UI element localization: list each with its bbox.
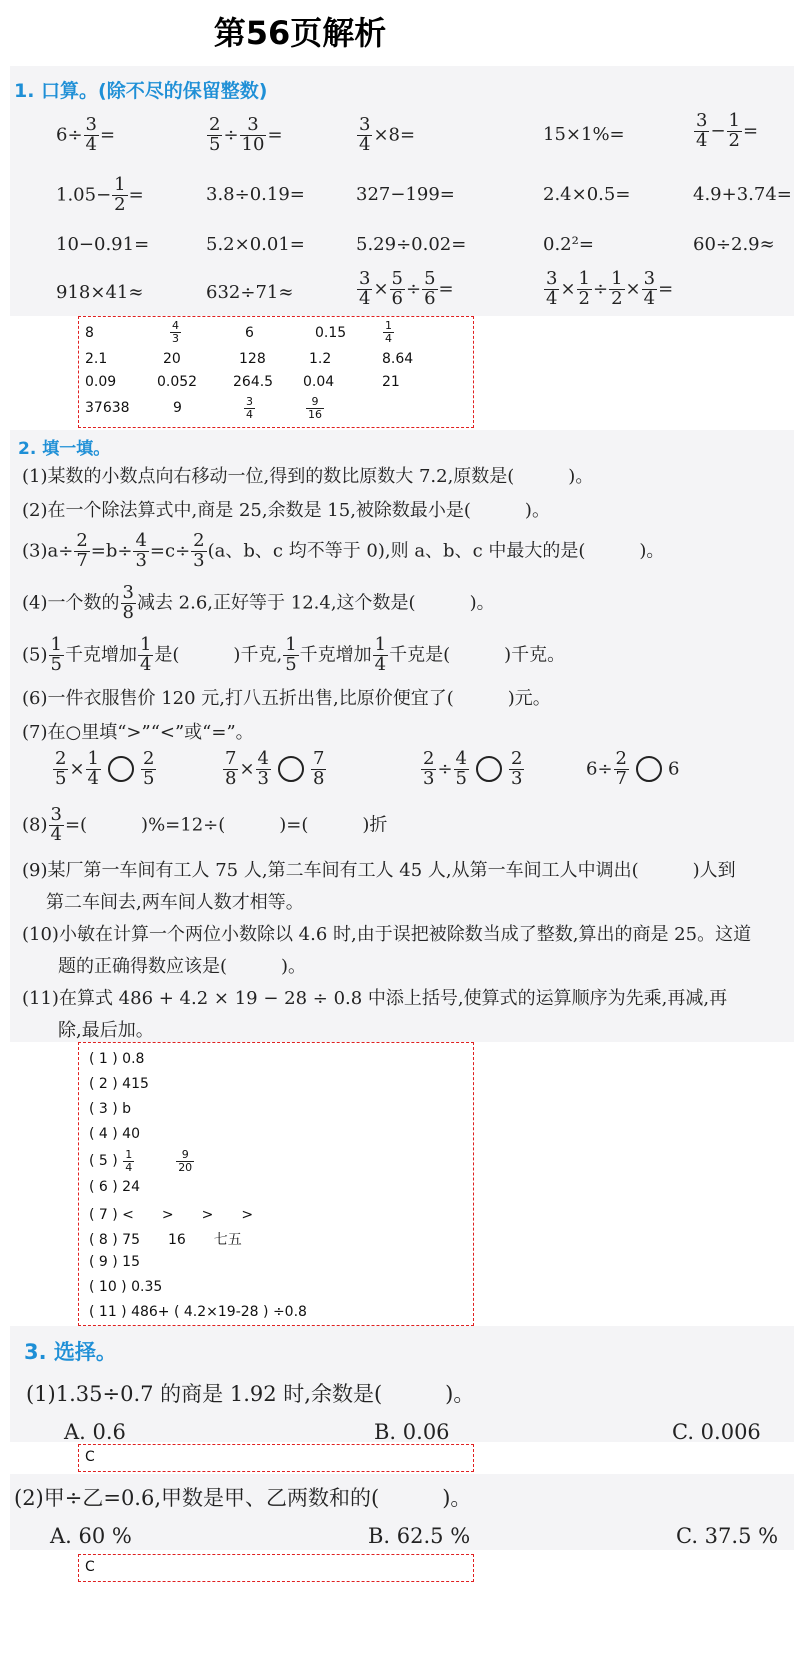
answer-11: ( 11 ) 486+ ( 4.2×19-28 ) ÷0.8 xyxy=(89,1304,307,1320)
answer-value: 21 xyxy=(382,374,400,390)
page-title: 第56页解析 xyxy=(213,14,387,52)
compare-circle[interactable] xyxy=(278,756,304,782)
answer-fraction: $\frac{4}{3}$ xyxy=(172,319,179,345)
answer-fraction: $\frac{9}{16}$ xyxy=(308,395,322,421)
question-3: (3)a÷ $\frac{2}{7}$ =b÷ $\frac{4}{3}$ =c÷ $\frac{2}{3}$ (a、b、c 均不等于 0),则 a、b、c 中最大的是( )。 xyxy=(22,530,665,571)
section-1-answer-box xyxy=(78,316,474,428)
answer-value: 9 xyxy=(173,400,182,416)
choice-1-option-b[interactable]: B. 0.06 xyxy=(374,1420,450,1444)
answer-value: 6 xyxy=(245,325,254,341)
compare-circle[interactable] xyxy=(108,756,134,782)
calc-item: 6÷ $\frac{3}{4}$ = xyxy=(56,114,116,155)
section-3-heading: 3. 选择。 xyxy=(24,1340,117,1364)
answer-value: 1.2 xyxy=(309,351,332,367)
calc-item: 60÷2.9≈ xyxy=(693,234,775,255)
answer-4: ( 4 ) 40 xyxy=(89,1126,140,1142)
answer-value: 0.052 xyxy=(157,374,198,390)
choice-1-option-a[interactable]: A. 0.6 xyxy=(64,1420,126,1444)
choice-1-answer-box xyxy=(78,1444,474,1472)
calc-item: 918×41≈ xyxy=(56,282,144,303)
question-8: (8) $\frac{3}{4}$ =( )%=12÷( )=( )折 xyxy=(22,804,388,845)
calc-item: 632÷71≈ xyxy=(206,282,294,303)
choice-question-1: (1)1.35÷0.7 的商是 1.92 时,余数是( )。 xyxy=(26,1382,475,1406)
question-4: (4)一个数的 $\frac{3}{8}$ 减去 2.6,正好等于 12.4,这个数是( )。 xyxy=(22,582,495,623)
choice-2-answer: C xyxy=(85,1559,95,1575)
calc-item: 5.2×0.01= xyxy=(206,234,305,255)
question-11-line-1: (11)在算式 486 + 4.2 × 19 − 28 ÷ 0.8 中添上括号,使算式的运算顺序为先乘,再减,再 xyxy=(22,988,728,1009)
answer-value: 20 xyxy=(163,351,181,367)
answer-6: ( 6 ) 24 xyxy=(89,1179,140,1195)
calc-item: 10−0.91= xyxy=(56,234,150,255)
answer-9: ( 9 ) 15 xyxy=(89,1254,140,1270)
choice-2-answer-box xyxy=(78,1554,474,1582)
answer-3: ( 3 ) b xyxy=(89,1101,132,1117)
answer-value: 8.64 xyxy=(382,351,414,367)
calc-item: $\frac{3}{4}$ ×8= xyxy=(359,114,416,155)
calc-item: 0.2²= xyxy=(543,234,594,255)
question-1: (1)某数的小数点向右移动一位,得到的数比原数大 7.2,原数是( )。 xyxy=(22,466,594,487)
question-6: (6)一件衣服售价 120 元,打八五折出售,比原价便宜了( )元。 xyxy=(22,688,551,709)
answer-2: ( 2 ) 415 xyxy=(89,1076,149,1092)
answer-value: 0.15 xyxy=(315,325,347,341)
question-10-line-2: 题的正确得数应该是( )。 xyxy=(58,956,307,977)
answer-value: 0.04 xyxy=(303,374,335,390)
question-5: (5) $\frac{1}{5}$ 千克增加 $\frac{1}{4}$ 是( )千克, $\frac{1}{5}$ 千克增加 $\frac{1}{4}$ 千克是( )千克。 xyxy=(22,634,566,675)
question-2: (2)在一个除法算式中,商是 25,余数是 15,被除数最小是( )。 xyxy=(22,500,550,521)
compare-item: 6÷ $\frac{2}{7}$ 6 xyxy=(586,748,680,789)
calc-item: 327−199= xyxy=(356,184,455,205)
calc-item: 3.8÷0.19= xyxy=(206,184,305,205)
answer-value: 37638 xyxy=(85,400,130,416)
answer-fraction: $\frac{3}{4}$ xyxy=(246,395,253,421)
answer-5: ( 5 ) $\frac{1}{4}$ $\frac{9}{20}$ xyxy=(89,1148,193,1174)
compare-item: $\frac{7}{8}$ × $\frac{4}{3}$ $\frac{7}{8}$ xyxy=(225,748,325,789)
choice-1-answer: C xyxy=(85,1449,95,1465)
compare-item: $\frac{2}{3}$ ÷ $\frac{4}{5}$ $\frac{2}{3}$ xyxy=(423,748,523,789)
answer-1: ( 1 ) 0.8 xyxy=(89,1051,145,1067)
calc-item: 4.9+3.74= xyxy=(693,184,792,205)
calc-item: 15×1%= xyxy=(543,124,625,145)
question-10-line-1: (10)小敏在计算一个两位小数除以 4.6 时,由于误把被除数当成了整数,算出的商是 25。这道 xyxy=(22,924,752,945)
compare-circle[interactable] xyxy=(636,756,662,782)
question-11-line-2: 除,最后加。 xyxy=(58,1020,154,1041)
choice-question-2: (2)甲÷乙=0.6,甲数是甲、乙两数和的( )。 xyxy=(14,1486,472,1510)
answer-7: ( 7 ) < > > > xyxy=(89,1207,254,1223)
choice-2-option-c[interactable]: C. 37.5 % xyxy=(676,1524,779,1548)
calc-item: 1.05− $\frac{1}{2}$ = xyxy=(56,174,144,215)
calc-item: $\frac{3}{4}$ × $\frac{1}{2}$ ÷ $\frac{1}{2}$ × $\frac{3}{4}$ = xyxy=(546,268,674,309)
calc-item: $\frac{3}{4}$ × $\frac{5}{6}$ ÷ $\frac{5}{6}$ = xyxy=(359,268,454,309)
question-9-line-1: (9)某厂第一车间有工人 75 人,第二车间有工人 45 人,从第一车间工人中调出( )人到 xyxy=(22,860,736,881)
compare-item: $\frac{2}{5}$ × $\frac{1}{4}$ $\frac{2}{5}$ xyxy=(55,748,155,789)
calc-item: $\frac{2}{5}$ ÷ $\frac{3}{10}$ = xyxy=(209,114,283,155)
calc-item: 2.4×0.5= xyxy=(543,184,631,205)
answer-value: 2.1 xyxy=(85,351,108,367)
answer-10: ( 10 ) 0.35 xyxy=(89,1279,163,1295)
calc-item: 5.29÷0.02= xyxy=(356,234,467,255)
compare-circle[interactable] xyxy=(476,756,502,782)
question-7: (7)在○里填“>”“<”或“=”。 xyxy=(22,722,254,743)
answer-value: 0.09 xyxy=(85,374,117,390)
answer-value: 8 xyxy=(85,325,94,341)
choice-2-option-b[interactable]: B. 62.5 % xyxy=(368,1524,471,1548)
answer-value: 128 xyxy=(239,351,266,367)
answer-8: ( 8 ) 75 16 七五 xyxy=(89,1232,242,1248)
section-2-answer-box xyxy=(78,1042,474,1326)
section-2-heading: 2. 填一填。 xyxy=(18,439,111,459)
question-9-line-2: 第二车间去,两车间人数才相等。 xyxy=(46,892,304,913)
section-1-heading: 1. 口算。(除不尽的保留整数) xyxy=(14,80,268,102)
calc-item: $\frac{3}{4}$ − $\frac{1}{2}$ = xyxy=(696,110,759,151)
choice-1-option-c[interactable]: C. 0.006 xyxy=(672,1420,761,1444)
answer-value: 264.5 xyxy=(233,374,274,390)
answer-fraction: $\frac{1}{4}$ xyxy=(385,319,392,345)
choice-2-option-a[interactable]: A. 60 % xyxy=(50,1524,132,1548)
